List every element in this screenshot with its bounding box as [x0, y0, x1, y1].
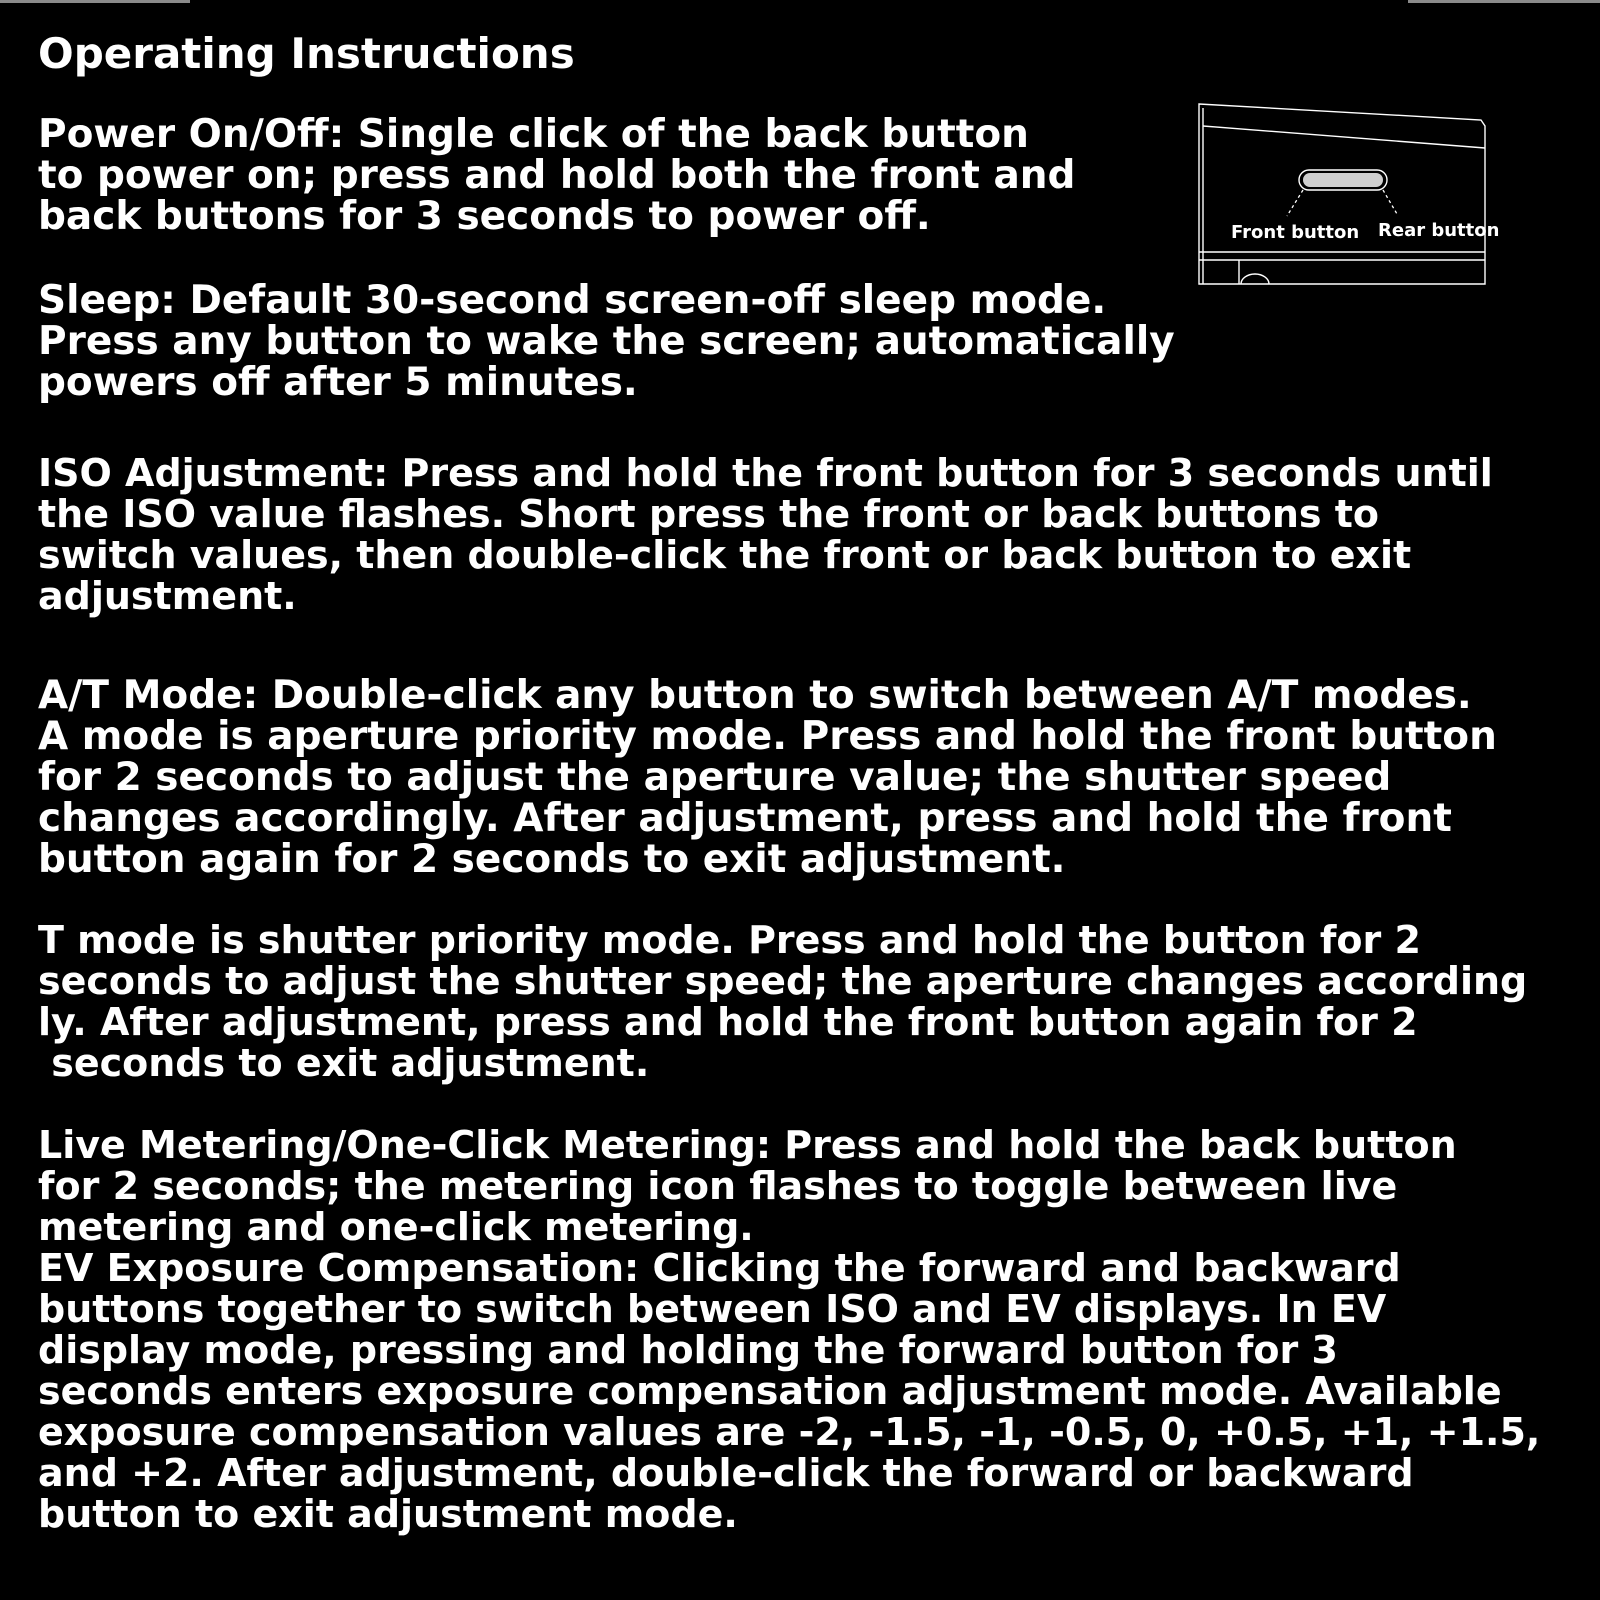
t-mode-line-3: ly. After adjustment, press and hold the front button again for 2: [38, 1000, 1418, 1044]
t-mode-section: [38, 920, 1527, 1084]
metering-line-1: Live Metering/One-Click Metering: Press and hold the back button: [38, 1123, 1457, 1167]
at-mode-line-1: A/T Mode: Double-click any button to switch between A/T modes.: [38, 673, 1472, 718]
ev-line-3: display mode, pressing and holding the forward button for 3: [38, 1328, 1338, 1372]
iso-section: [38, 453, 1493, 617]
at-mode-line-2: A mode is aperture priority mode. Press and hold the front button: [38, 714, 1497, 759]
sleep-section: [38, 280, 1175, 403]
ev-line-2: buttons together to switch between ISO and EV displays. In EV: [38, 1287, 1387, 1331]
metering-line-3: metering and one-click metering.: [38, 1205, 754, 1249]
rear-button-label: Rear button: [1378, 220, 1500, 241]
metering-line-2: for 2 seconds; the metering icon flashes to toggle between live: [38, 1164, 1398, 1208]
iso-line-4: adjustment.: [38, 574, 297, 618]
power-line-1: Power On/Off: Single click of the back button: [38, 112, 1029, 157]
device-outline-icon: [1195, 98, 1500, 294]
ev-line-1: EV Exposure Compensation: Clicking the forward and backward: [38, 1246, 1401, 1290]
power-section: [38, 114, 1075, 237]
metering-ev-section: [38, 1125, 1540, 1535]
top-edge-strip-left: [0, 0, 190, 3]
ev-line-4: seconds enters exposure compensation adjustment mode. Available: [38, 1369, 1502, 1413]
at-mode-line-4: changes accordingly. After adjustment, press and hold the front: [38, 796, 1452, 841]
ev-line-7: button to exit adjustment mode.: [38, 1492, 738, 1536]
t-mode-line-2: seconds to adjust the shutter speed; the aperture changes according: [38, 959, 1528, 1003]
at-mode-line-3: for 2 seconds to adjust the aperture value; the shutter speed: [38, 755, 1392, 800]
page-title: Operating Instructions: [38, 29, 575, 78]
power-line-3: back buttons for 3 seconds to power off.: [38, 194, 931, 239]
iso-line-1: ISO Adjustment: Press and hold the front button for 3 seconds until: [38, 451, 1493, 495]
top-edge-strip-right: [1408, 0, 1600, 3]
at-mode-section: [38, 675, 1497, 880]
t-mode-line-4: seconds to exit adjustment.: [38, 1041, 650, 1085]
sleep-line-3: powers off after 5 minutes.: [38, 360, 638, 405]
iso-line-3: switch values, then double-click the front or back button to exit: [38, 533, 1412, 577]
ev-line-6: and +2. After adjustment, double-click the forward or backward: [38, 1451, 1414, 1495]
at-mode-line-5: button again for 2 seconds to exit adjustment.: [38, 837, 1066, 882]
t-mode-line-1: T mode is shutter priority mode. Press and hold the button for 2: [38, 918, 1421, 962]
front-button-label: Front button: [1231, 222, 1360, 243]
sleep-line-1: Sleep: Default 30-second screen-off sleep mode.: [38, 278, 1107, 323]
ev-line-5: exposure compensation values are -2, -1.5, -1, -0.5, 0, +0.5, +1, +1.5,: [38, 1410, 1541, 1454]
device-button-diagram: [1195, 98, 1500, 294]
power-line-2: to power on; press and hold both the front and: [38, 153, 1076, 198]
iso-line-2: the ISO value flashes. Short press the front or back buttons to: [38, 492, 1379, 536]
sleep-line-2: Press any button to wake the screen; automatically: [38, 319, 1175, 364]
